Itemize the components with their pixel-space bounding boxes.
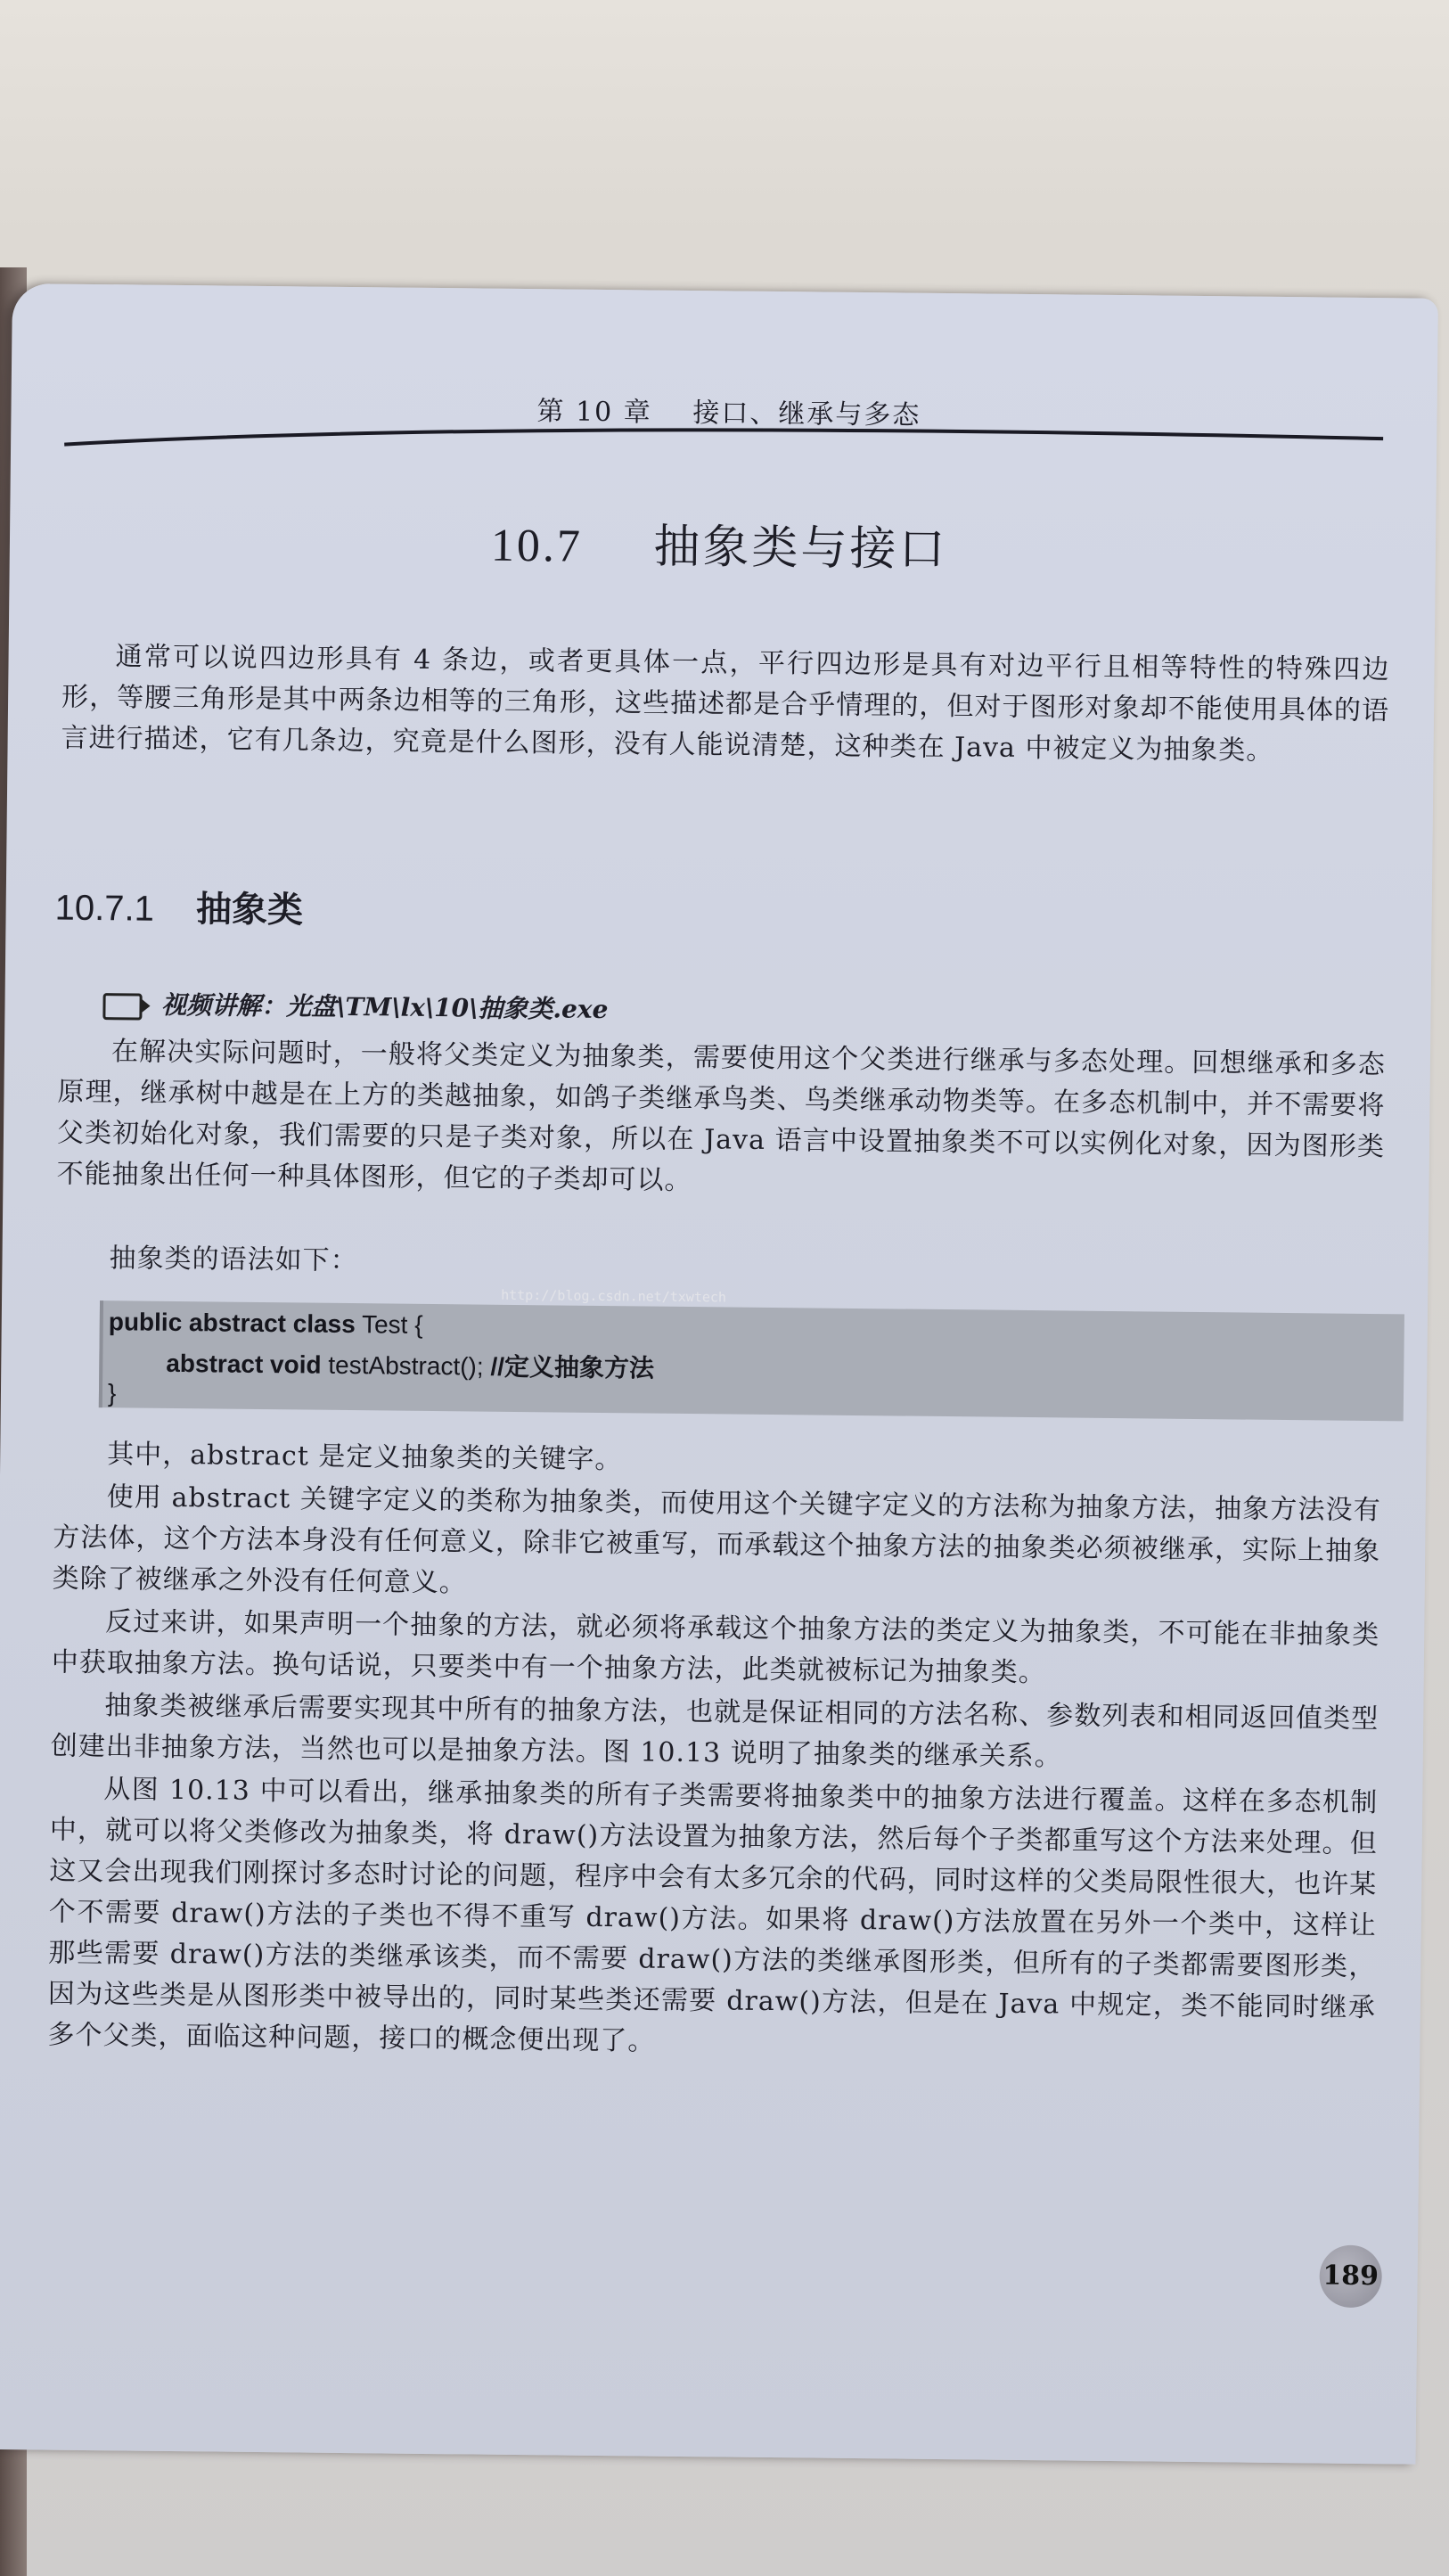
subsection-number: 10.7.1 — [54, 888, 155, 929]
paragraph-abstract-method: 使用 abstract 关键字定义的类称为抽象类，而使用这个关键字定义的方法称为抽象方法，抽象方法没有方法体，这个方法本身没有任何意义，除非它被重写，而承载这个抽象方法的抽象类必须被继承，实际上抽象类除了被继承之外没有任何意义。 — [52, 1481, 1381, 1599]
code-keyword: public abstract class — [108, 1308, 356, 1339]
code-keyword: abstract void — [166, 1349, 322, 1379]
book-page — [0, 283, 1438, 2465]
code-line-2 — [166, 1344, 654, 1385]
code-line-1 — [109, 1308, 423, 1340]
page-number: 189 — [1319, 2244, 1382, 2308]
paragraph-abstract-intro: 在解决实际问题时，一般将父类定义为抽象类，需要使用这个父类进行继承与多态处理。回想继承和多态原理，继承树中越是在上方的类越抽象，如鸽子类继承鸟类、鸟类继承动物类等。在多态机制中，并不需要将父类初始化对象，我们需要的只是子类对象，所以在 Java 语言中设置抽象类不可以实例化对象，因为图形类不能抽象出任何一种具体图形，但它的子类却可以。 — [56, 1036, 1387, 1197]
video-icon — [102, 993, 142, 1020]
code-text: testAbstract(); — [321, 1350, 491, 1381]
header-rule — [64, 418, 1383, 467]
code-line-3 — [108, 1379, 117, 1407]
intro-paragraph: 通常可以说四边形具有 4 条边，或者更具体一点，平行四边形是具有对边平行且相等特性的特殊四边形，等腰三角形是其中两条边相等的三角形，这些描述都是合乎情理的，但对于图形对象却不能使用具体的语言进行描述，它有几条边，究竟是什么图形，没有人能说清楚，这种类在 Java 中被定义为抽象类。 — [61, 641, 1390, 767]
subsection-heading — [54, 880, 303, 933]
subsection-title: 抽象类 — [195, 890, 304, 931]
video-lecture-note — [102, 985, 608, 1026]
video-path: 视频讲解：光盘\TM\lx\10\抽象类.exe — [161, 989, 609, 1025]
code-comment: //定义抽象方法 — [490, 1352, 655, 1382]
code-text: } — [107, 1379, 117, 1407]
paragraph-keyword: 其中，abstract 是定义抽象类的关键字。 — [107, 1439, 623, 1476]
paragraph-figure-discussion: 从图 10.13 中可以看出，继承抽象类的所有子类需要将抽象类中的抽象方法进行覆盖。这样在多态机制中，就可以将父类修改为抽象类，将 draw()方法设置为抽象方法，然后每个子类都重写这个方法来处理。但这又会出现我们刚探讨多态时讨论的问题，程序中会有太多冗余的代码，同时这样的父类局限性很大，也许某个不需要 draw()方法的子类也不得不重写 draw()方法。如果将 draw()方法放置在另外一个类中，这样让那些需要 draw()方法的类继承该类，而不需要 draw()方法的类继承图形类，但所有的子类都需要图形类，因为这些类是从图形类中被导出的，同时某些类还需要 draw()方法，但是在 Java 中规定，类不能同时继承多个父类，面临这种问题，接口的概念便出现了。 — [47, 1774, 1379, 2057]
section-number: 10.7 — [490, 520, 584, 572]
paragraph-syntax-intro: 抽象类的语法如下： — [109, 1243, 358, 1277]
chapter-title: 接口、继承与多态 — [692, 398, 921, 431]
code-text: Test { — [355, 1310, 423, 1339]
section-title: 抽象类与接口 — [653, 520, 948, 578]
paragraph-inheritance: 抽象类被继承后需要实现其中所有的抽象方法，也就是保证相同的方法名称、参数列表和相同返回值类型创建出非抽象方法，当然也可以是抽象方法。图 10.13 说明了抽象类的继承关系。 — [50, 1690, 1379, 1773]
watermark: http://blog.csdn.net/txwtech — [501, 1286, 727, 1306]
section-heading — [491, 507, 948, 578]
chapter-number: 第 10 章 — [536, 396, 652, 429]
paragraph-declare-abstract: 反过来讲，如果声明一个抽象的方法，就必须将承载这个抽象方法的类定义为抽象类，不可能在非抽象类中获取抽象方法。换句话说，只要类中有一个抽象方法，此类就被标记为抽象类。 — [51, 1606, 1380, 1689]
